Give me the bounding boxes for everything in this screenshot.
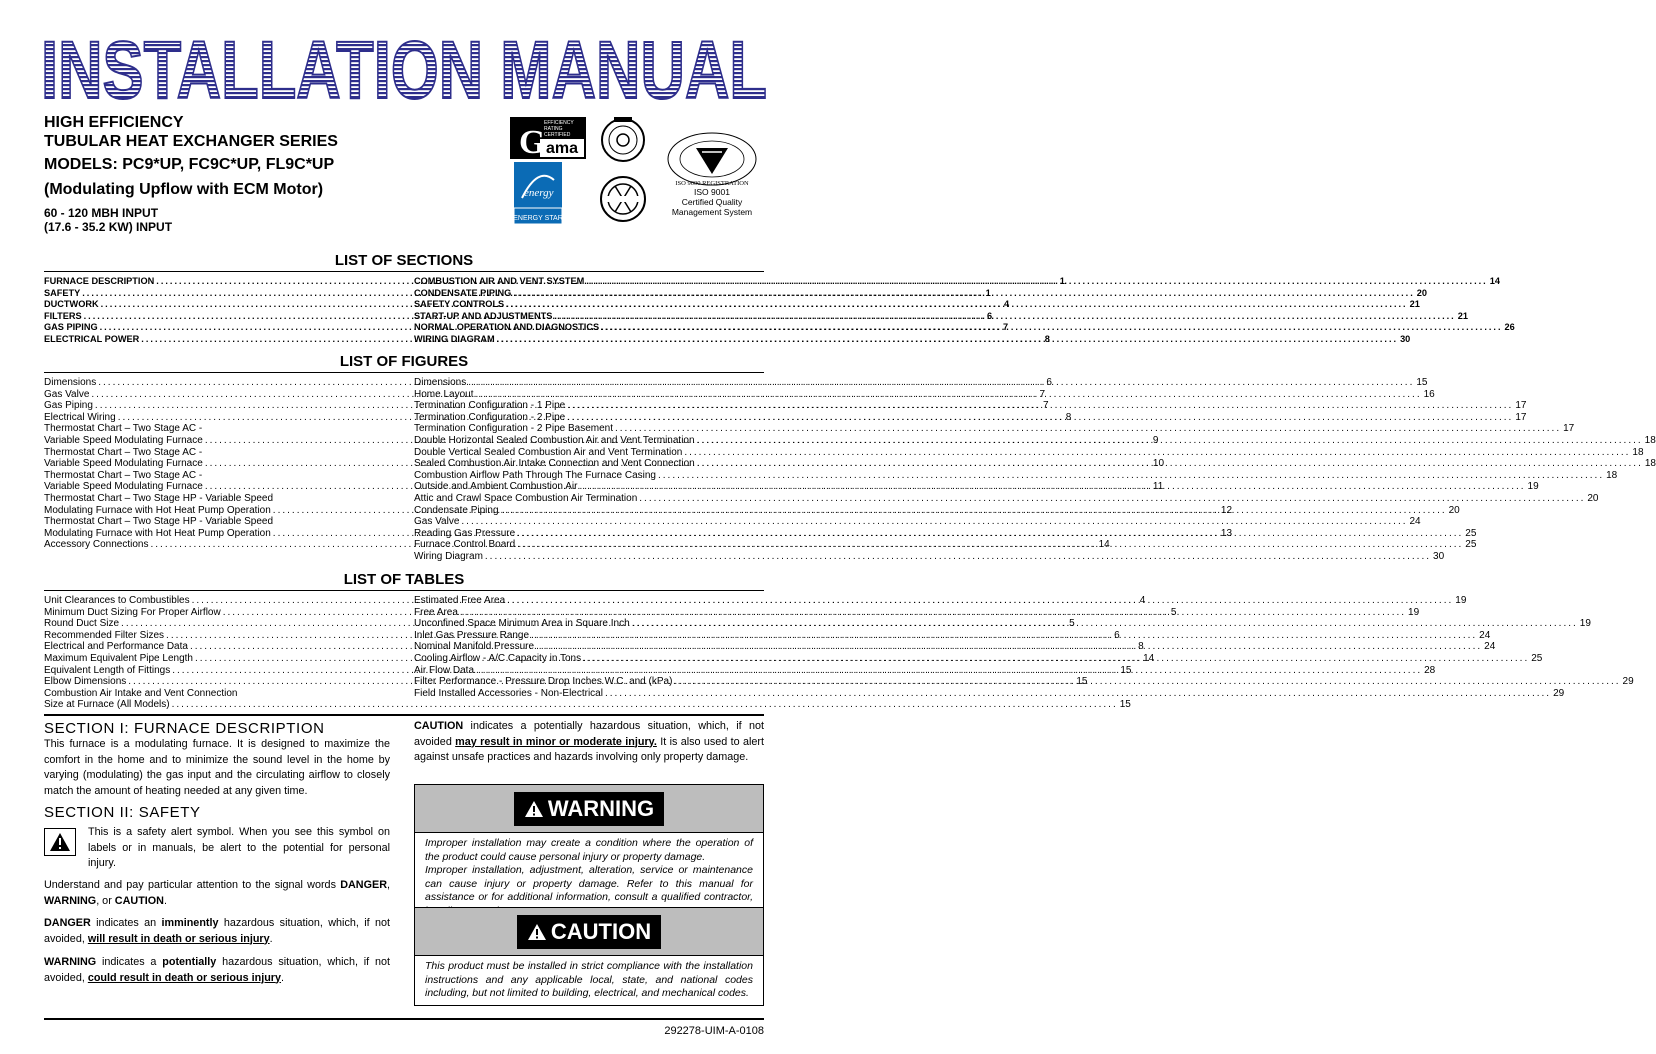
sections-right-column — [414, 276, 1515, 346]
toc-entry-label: Size at Furnace (All Models) — [44, 699, 170, 711]
toc-entry — [414, 423, 1575, 435]
title-banner — [36, 24, 772, 116]
toc-entry-page: 18 — [1606, 469, 1618, 481]
toc-entry-label: FURNACE DESCRIPTION — [44, 276, 155, 286]
danger-consequence: will result in death or serious injury — [87, 932, 270, 945]
warning-definition: WARNING indicates a potentially hazardous situation, which, if not avoided, could result in death or serious injury. — [44, 956, 390, 984]
toc-entry-page: 8 — [1065, 411, 1072, 423]
cga-logo — [600, 172, 646, 226]
toc-entry — [414, 388, 1435, 401]
toc-entry-page: 12 — [1220, 504, 1233, 516]
iso-caption-line: ISO 9001 — [694, 187, 730, 197]
caution-text: indicates a potentially hazardous situation, which, if not avoided — [414, 720, 764, 748]
toc-entry-label: Recommended Filter Sizes — [44, 629, 165, 641]
danger-text: indicates an — [90, 917, 162, 929]
toc-entry — [414, 550, 1445, 563]
svg-text:CERTIFIED: CERTIFIED — [544, 132, 571, 138]
toc-entry-label: Thermostat Chart – Two Stage AC - — [44, 469, 203, 481]
toc-entry — [414, 333, 1411, 346]
danger-definition: DANGER indicates an imminently hazardous situation, which, if not avoided, will result in death or serious injury. — [44, 917, 390, 945]
toc-entry-page: 7 — [1043, 400, 1049, 412]
toc-entry — [414, 469, 1618, 482]
caution-band — [415, 908, 763, 956]
toc-entry-label: Sealed Combustion Air Intake Connection and Vent Connection — [414, 458, 695, 470]
svg-text:ama: ama — [546, 140, 579, 157]
toc-entry-page: 5 — [1170, 606, 1177, 618]
toc-entry-page: 29 — [1622, 676, 1634, 688]
toc-entry-page: 28 — [1424, 664, 1436, 676]
signal-text: Understand and pay particular attention to the signal words — [44, 879, 341, 891]
toc-entry-page: 30 — [1400, 333, 1411, 344]
toc-entry-page: 8 — [1138, 641, 1144, 653]
toc-entry — [414, 299, 1420, 311]
toc-entry — [44, 470, 390, 482]
toc-entry — [44, 688, 390, 700]
svg-text:energy: energy — [524, 187, 554, 199]
signal-words-paragraph: Understand and pay particular attention to the signal words DANGER, WARNING, or CAUTION. — [44, 879, 390, 907]
toc-entry-page: 4 — [1139, 595, 1146, 606]
toc-entry — [414, 595, 1467, 607]
toc-entry-label: Condensate Piping — [414, 504, 499, 516]
warning-triangle-icon — [524, 800, 544, 818]
toc-entry-page: 19 — [1455, 595, 1467, 606]
toc-entry-label: Inlet Gas Pressure Range — [414, 629, 530, 641]
warning-band — [415, 785, 763, 833]
toc-entry-label: Variable Speed Modulating Furnace — [44, 481, 203, 493]
toc-entry-label: Thermostat Chart – Two Stage AC - — [44, 423, 203, 435]
toc-entry-label: DUCTWORK — [44, 299, 99, 310]
caution-word: CAUTION — [114, 894, 164, 907]
csa-certified-logo — [600, 113, 646, 165]
toc-entry-label: Minimum Duct Sizing For Proper Airflow — [44, 606, 221, 618]
toc-entry-page: 19 — [1408, 606, 1420, 618]
warning-text-1: Improper installation may create a condition where the operation of the product could cause personal injury or property damage. — [425, 837, 753, 863]
toc-entry-page: 24 — [1409, 516, 1421, 528]
toc-entry-page: 8 — [1044, 333, 1050, 344]
subtitle: (Modulating Upflow with ECM Motor) — [44, 181, 324, 198]
toc-entry-label: Dimensions — [414, 377, 467, 388]
toc-entry-page: 5 — [1069, 618, 1075, 630]
toc-entry-label: ELECTRICAL POWER — [44, 333, 140, 344]
caution-triangle-icon — [527, 923, 547, 941]
caution-label: CAUTION — [550, 918, 652, 944]
toc-entry-label: SAFETY CONTROLS — [414, 299, 505, 310]
toc-entry-page: 10 — [1152, 458, 1165, 470]
toc-entry-label: Equivalent Length of Fittings — [44, 664, 171, 676]
iso-caption — [660, 187, 764, 217]
toc-entry-page: 15 — [1119, 699, 1131, 711]
svg-text:ISO 9000 REGISTRATION: ISO 9000 REGISTRATION — [675, 180, 749, 187]
input-rating — [44, 206, 172, 234]
toc-entry — [414, 276, 1500, 288]
toc-entry-label: Field Installed Accessories - Non-Electrical — [414, 687, 603, 699]
toc-entry-page: 24 — [1484, 641, 1496, 653]
toc-entry-page: 7 — [1039, 388, 1046, 400]
toc-entry — [414, 606, 1420, 619]
toc-entry-label: Termination Configuration - 2 Pipe Basement — [414, 423, 613, 435]
toc-entry-label: Thermostat Chart – Two Stage HP - Variable Speed — [44, 492, 274, 504]
toc-entry-page: 26 — [1504, 322, 1515, 333]
toc-entry — [414, 492, 1599, 505]
gama-logo — [510, 117, 586, 159]
toc-entry-label: Dimensions — [44, 377, 97, 388]
toc-entry — [44, 447, 390, 459]
toc-entry-page: 18 — [1644, 434, 1656, 446]
danger-text: hazardous situation, which, if not avoided, — [44, 917, 390, 945]
toc-entry-page: 17 — [1515, 411, 1527, 423]
toc-entry-page: 18 — [1632, 446, 1644, 458]
toc-entry-page: 19 — [1579, 618, 1591, 630]
title-line-1: HIGH EFFICIENCY — [44, 114, 184, 131]
toc-entry-label: SAFETY — [44, 287, 81, 298]
toc-entry-label: Furnace Control Board — [414, 539, 516, 551]
toc-entry-label: Modulating Furnace with Hot Heat Pump Operation — [44, 504, 271, 516]
toc-entry-page: 15 — [1416, 377, 1428, 388]
toc-entry-label: Reading Gas Pressure — [414, 527, 516, 539]
toc-entry-page: 17 — [1515, 400, 1527, 412]
toc-entry-page: 15 — [1120, 664, 1132, 676]
warning-text: indicates a — [96, 956, 163, 968]
toc-entry-page: 17 — [1563, 423, 1575, 435]
banner-text: INSTALLATION MANUAL — [41, 25, 767, 116]
toc-entry-page: 30 — [1433, 550, 1445, 562]
toc-entry-label: Unconfined Space Minimum Area in Square Inch — [414, 618, 630, 630]
energy-star-logo — [514, 162, 562, 224]
product-title — [44, 113, 338, 151]
caution-consequence: may result in minor or moderate injury. — [455, 735, 657, 748]
toc-entry-page: 13 — [1220, 527, 1233, 539]
list-of-figures-heading: LIST OF FIGURES — [339, 353, 469, 370]
list-of-tables-heading: LIST OF TABLES — [343, 571, 465, 588]
toc-entry-label: Maximum Equivalent Pipe Length — [44, 652, 193, 664]
toc-entry-label: FILTERS — [44, 310, 82, 321]
toc-entry — [414, 687, 1565, 700]
svg-text:RATING: RATING — [544, 126, 563, 132]
warning-text-2: Improper installation, adjustment, alteration, service or maintenance can cause injury or property damage. Refer to this manual for assistance or for additional information, consult a qualified contractor, — [425, 864, 753, 903]
toc-entry-page: 21 — [1409, 299, 1420, 310]
toc-entry-label: Home Layout — [414, 388, 474, 400]
toc-entry-label: WIRING DIAGRAM — [414, 333, 495, 344]
toc-entry-label: Attic and Crawl Space Combustion Air Termination — [414, 492, 638, 504]
toc-entry — [44, 377, 1052, 389]
toc-entry-page: 25 — [1465, 527, 1477, 539]
iso-caption-line: Management System — [671, 207, 753, 217]
warning-box — [414, 784, 764, 923]
toc-entry — [44, 423, 390, 435]
iso-caption-line: Certified Quality — [681, 197, 743, 207]
toc-entry — [414, 322, 1515, 334]
caution-badge — [517, 915, 661, 949]
toc-entry-label: Wiring Diagram — [414, 550, 483, 562]
toc-entry-label: Combustion Airflow Path Through The Furnace Casing — [414, 469, 656, 481]
toc-entry-label: Nominal Manifold Pressure — [414, 641, 535, 653]
toc-entry-page: 20 — [1587, 492, 1599, 504]
list-of-sections-heading: LIST OF SECTIONS — [334, 252, 474, 269]
toc-entry-page: 14 — [1489, 276, 1500, 286]
toc-entry-page: 15 — [1076, 676, 1088, 688]
toc-entry-label: COMBUSTION AIR AND VENT SYSTEM — [414, 276, 585, 286]
models: MODELS: PC9*UP, FC9C*UP, FL9C*UP — [44, 156, 335, 173]
toc-entry — [414, 411, 1527, 424]
toc-entry-label: Termination Configuration - 2 Pipe — [414, 411, 566, 423]
section-1-title: SECTION I: FURNACE DESCRIPTION — [44, 720, 325, 737]
toc-entry-label: Elbow Dimensions — [44, 676, 127, 688]
toc-entry-label: CONDENSATE PIPING — [414, 287, 512, 298]
toc-entry — [414, 516, 1421, 528]
toc-entry-label: Unit Clearances to Combustibles — [44, 595, 190, 606]
toc-entry-label: Accessory Connections — [44, 539, 149, 551]
toc-entry-label: Outside and Ambient Combustion Air — [414, 481, 578, 493]
toc-entry-label: Double Vertical Sealed Combustion Air and Vent Termination — [414, 446, 683, 458]
toc-entry-page: 7 — [1003, 322, 1009, 333]
toc-entry-label: Gas Piping — [44, 400, 93, 412]
toc-entry — [414, 629, 1491, 642]
safety-alert-icon — [44, 828, 76, 856]
toc-entry-page: 29 — [1553, 687, 1565, 699]
toc-entry-label: Double Horizontal Sealed Combustion Air and Vent Termination — [414, 434, 695, 446]
caution-word: CAUTION — [414, 720, 464, 732]
toc-entry-label: Electrical and Performance Data — [44, 641, 188, 653]
toc-entry-page: 1 — [985, 287, 991, 298]
toc-entry-label: NORMAL OPERATION AND DIAGNOSTICS — [414, 322, 600, 333]
input-line-2: (17.6 - 35.2 KW) INPUT — [44, 220, 173, 234]
toc-entry-page: 11 — [1152, 481, 1164, 493]
toc-entry-label: Variable Speed Modulating Furnace — [44, 458, 203, 470]
toc-entry — [44, 699, 1131, 711]
toc-entry-label: Variable Speed Modulating Furnace — [44, 434, 203, 446]
document-code: 292278-UIM-A-0108 — [664, 1025, 764, 1037]
svg-text:G: G — [519, 124, 546, 161]
section-2-title: SECTION II: SAFETY — [44, 804, 201, 821]
toc-entry-page: 6 — [1046, 377, 1052, 388]
input-line-1: 60 - 120 MBH INPUT — [44, 206, 159, 220]
toc-entry — [414, 434, 1656, 447]
toc-entry-label: Filter Performance - Pressure Drop Inches W.C. and (kPa) — [414, 676, 673, 688]
toc-entry-label: Gas Valve — [414, 516, 460, 528]
title-line-2: TUBULAR HEAT EXCHANGER SERIES — [44, 133, 338, 150]
warning-text: hazardous situation, which, if not avoided, — [44, 956, 390, 984]
toc-entry-label: Modulating Furnace with Hot Heat Pump Operation — [44, 527, 271, 539]
toc-entry — [414, 641, 1496, 653]
toc-entry-page: 21 — [1457, 310, 1468, 321]
toc-entry-label: Estimated Free Area — [414, 595, 506, 606]
toc-entry-page: 9 — [1152, 434, 1159, 446]
toc-entry-label: Thermostat Chart – Two Stage AC - — [44, 446, 203, 458]
toc-entry-label: Termination Configuration - 1 Pipe — [414, 400, 566, 412]
toc-entry-page: 24 — [1479, 629, 1491, 641]
caution-text: It is also used to alert against unsafe practices and hazards involving only property damage. — [414, 735, 764, 763]
section-1-body: This furnace is a modulating furnace. It is designed to maximize the comfort in the home and to minimize the sound level in the home by varying (modulating) the gas input and the circulating airflow to closely match the amount of heating needed at any given time. — [44, 738, 390, 797]
toc-entry-label: Cooling Airflow - A/C Capacity in Tons — [414, 652, 582, 664]
danger-word: DANGER — [340, 879, 387, 891]
toc-entry-label: START-UP AND ADJUSTMENTS — [414, 310, 553, 321]
toc-entry-page: 4 — [1004, 299, 1010, 310]
toc-entry-page: 6 — [987, 310, 993, 321]
toc-entry-label: Electrical Wiring — [44, 411, 116, 423]
warning-emph: potentially — [162, 956, 217, 968]
toc-entry — [414, 310, 1468, 323]
danger-word: DANGER — [44, 917, 91, 929]
toc-entry-page: 20 — [1416, 287, 1427, 298]
warning-consequence: could result in death or serious injury — [87, 971, 282, 984]
toc-entry-label: Free Area — [414, 606, 458, 618]
alert-symbol-text: This is a safety alert symbol. When you see this symbol on labels or in manuals, be alert to the potential for personal injury. — [88, 826, 390, 869]
svg-text:ENERGY STAR: ENERGY STAR — [513, 215, 563, 222]
svg-text:EFFICIENCY: EFFICIENCY — [544, 120, 574, 126]
caution-definition — [414, 719, 764, 766]
toc-entry-page: 14 — [1143, 652, 1155, 664]
caution-box — [414, 907, 764, 1006]
iso-9000-logo — [666, 130, 758, 188]
toc-entry — [414, 618, 1591, 630]
toc-entry — [44, 516, 390, 528]
toc-entry — [414, 287, 1427, 300]
toc-entry-label: Gas Valve — [44, 388, 90, 400]
warning-label: WARNING — [547, 795, 655, 821]
toc-entry — [414, 377, 1428, 389]
warning-word: WARNING — [44, 894, 97, 907]
or-text: , or — [96, 894, 115, 907]
danger-emph: imminently — [161, 917, 219, 929]
warning-word: WARNING — [44, 956, 97, 968]
toc-entry-page: 19 — [1527, 481, 1539, 493]
toc-entry-page: 16 — [1423, 388, 1435, 400]
toc-entry-page: 14 — [1098, 539, 1110, 551]
toc-entry-page: 25 — [1531, 652, 1543, 664]
toc-entry — [414, 400, 1527, 412]
toc-entry — [414, 446, 1644, 459]
warning-badge — [514, 792, 664, 826]
toc-entry-label: Combustion Air Intake and Vent Connection — [44, 687, 238, 699]
toc-entry-page: 18 — [1644, 458, 1656, 470]
toc-entry-label: Thermostat Chart – Two Stage HP - Variable Speed — [44, 516, 274, 528]
toc-entry-label: GAS PIPING — [44, 322, 98, 333]
toc-entry-label: Round Duct Size — [44, 618, 120, 630]
toc-entry-label: Air Flow Data — [414, 664, 475, 676]
toc-entry-page: 25 — [1465, 539, 1477, 551]
toc-entry-page: 1 — [1059, 276, 1065, 286]
caution-text: This product must be installed in strict compliance with the installation instructions and any applicable local, state, and national codes including, but not limited to building, electrical, and mechanical codes. — [425, 960, 753, 999]
toc-entry-page: 6 — [1114, 629, 1120, 641]
toc-entry-page: 20 — [1448, 504, 1460, 516]
toc-entry — [44, 493, 390, 505]
